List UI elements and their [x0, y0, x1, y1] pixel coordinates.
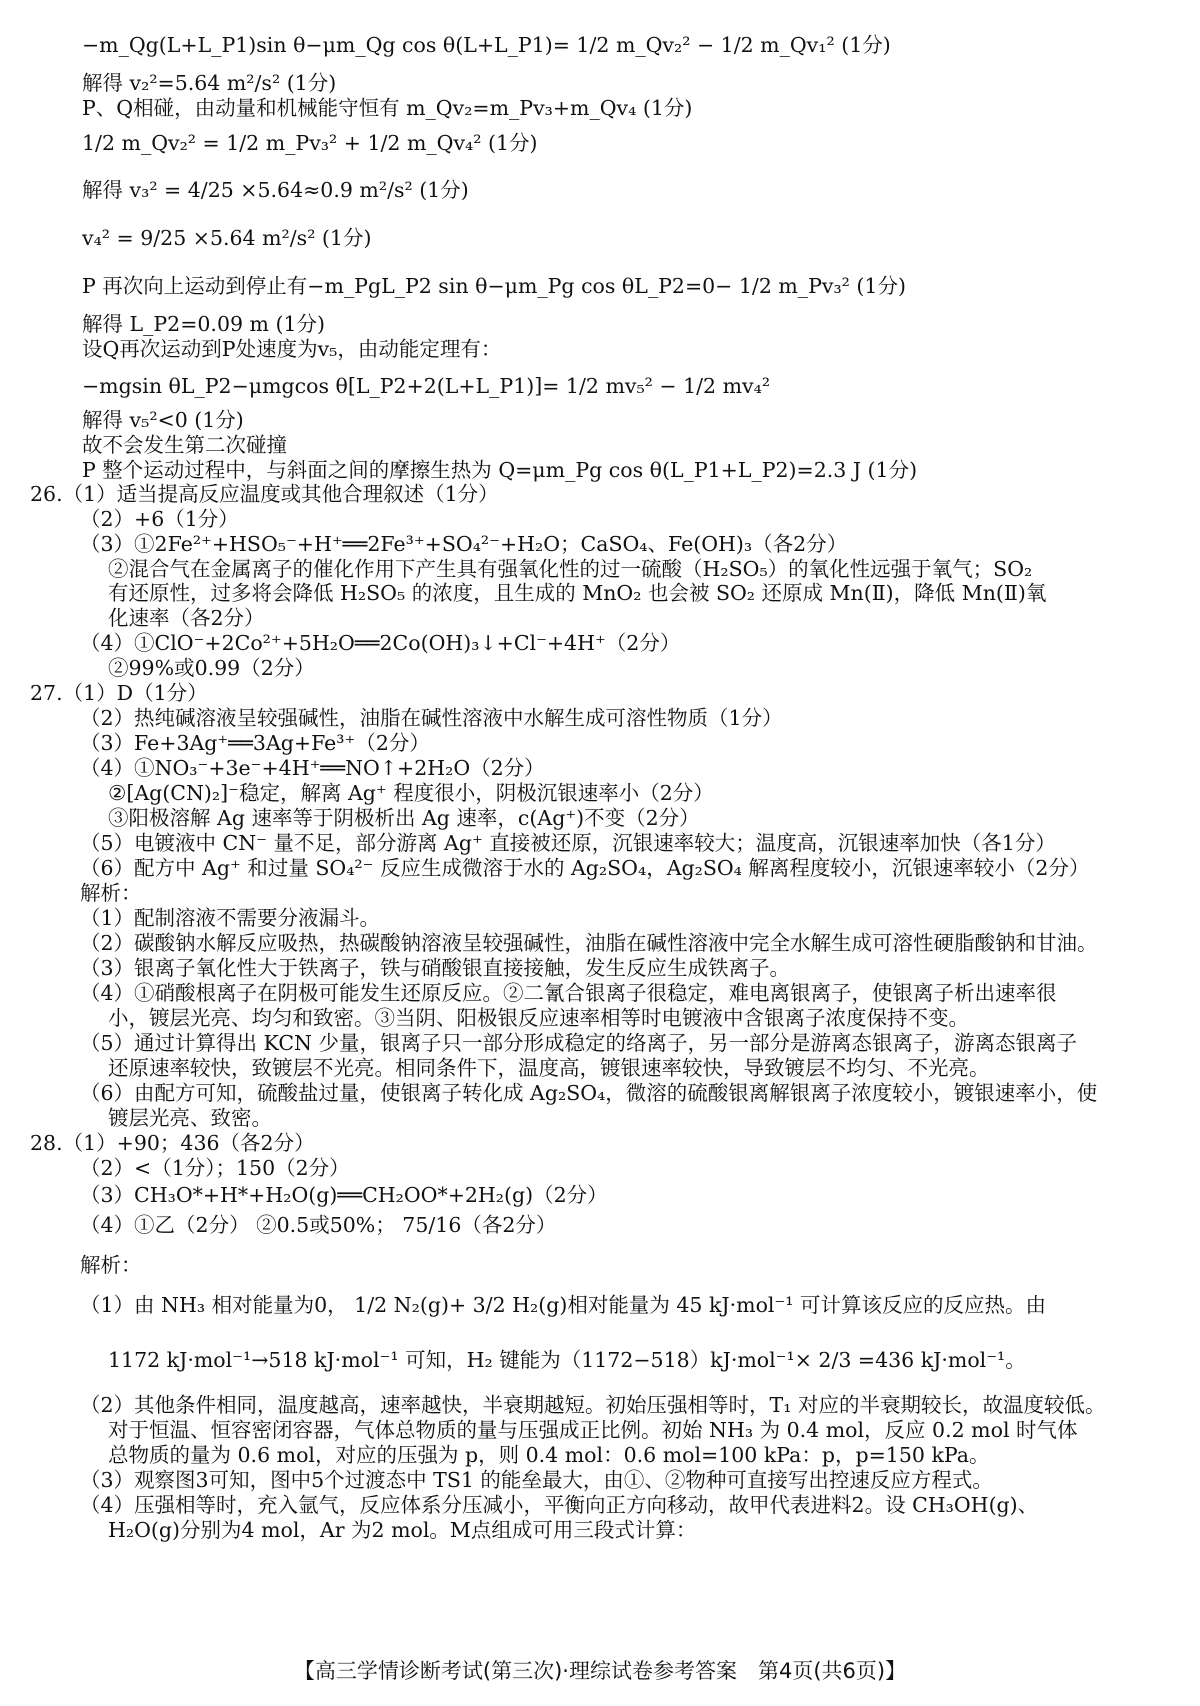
- answer-27-1: 27.（1）D（1分）: [30, 681, 208, 705]
- text-line: 镀层光亮、致密。: [108, 1106, 272, 1130]
- text-line: （4）①硝酸根离子在阴极可能发生还原反应。②二氰合银离子很稳定，难电离银离子，使银离子析出速率很: [80, 981, 1057, 1005]
- text-line: P 再次向上运动到停止有−m_PgL_P2 sin θ−μm_Pg cos θL_P2=0− 1/2 m_Pv₃² (1分): [82, 274, 906, 298]
- text-line: 解得 v₃² = 4/25 ×5.64≈0.9 m²/s² (1分): [82, 178, 469, 202]
- text-line: H₂O(g)分别为4 mol，Ar 为2 mol。M点组成可用三段式计算：: [108, 1518, 697, 1542]
- text-line: （6）由配方可知，硫酸盐过量，使银离子转化成 Ag₂SO₄，微溶的硫酸银离解银离子浓度较小，镀银速率小，使: [80, 1081, 1098, 1105]
- text-line: 1/2 m_Qv₂² = 1/2 m_Pv₃² + 1/2 m_Qv₄² (1分): [82, 131, 538, 155]
- text-line: （3）Fe+3Ag⁺══3Ag+Fe³⁺（2分）: [80, 731, 430, 755]
- text-line: （1）配制溶液不需要分液漏斗。: [80, 906, 381, 930]
- text-line: 对于恒温、恒容密闭容器，气体总物质的量与压强成正比例。初始 NH₃ 为 0.4 mol，反应 0.2 mol 时气体: [108, 1418, 1078, 1442]
- text-line: （1）由 NH₃ 相对能量为0， 1/2 N₂(g)+ 3/2 H₂(g)相对能量为 45 kJ·mol⁻¹ 可计算该反应的反应热。由: [80, 1293, 1047, 1317]
- text-line: 有还原性，过多将会降低 H₂SO₅ 的浓度，且生成的 MnO₂ 也会被 SO₂ 还原成 Mn(Ⅱ)，降低 Mn(Ⅱ)氧: [108, 581, 1047, 605]
- text-line: 解得 v₅²<0 (1分): [82, 408, 244, 432]
- text-line: 故不会发生第二次碰撞: [82, 433, 287, 457]
- text-line: ②[Ag(CN)₂]⁻稳定，解离 Ag⁺ 程度很小，阴极沉银速率小（2分）: [108, 781, 714, 805]
- section-heading: 解析：: [80, 1253, 142, 1277]
- text-line: 解得 v₂²=5.64 m²/s² (1分): [82, 71, 337, 95]
- text-line: （4）①ClO⁻+2Co²⁺+5H₂O══2Co(OH)₃↓+Cl⁻+4H⁺（2分）: [80, 631, 681, 655]
- section-heading: 解析：: [80, 881, 142, 905]
- text-line: （2）碳酸钠水解反应吸热，热碳酸钠溶液呈较强碱性，油脂在碱性溶液中完全水解生成可溶性硬脂酸钠和甘油。: [80, 931, 1098, 955]
- text-line: 化速率（各2分）: [108, 606, 265, 630]
- text-line: （3）①2Fe²⁺+HSO₅⁻+H⁺══2Fe³⁺+SO₄²⁻+H₂O；CaSO₄、Fe(OH)₃（各2分）: [80, 532, 848, 556]
- text-line: 小，镀层光亮、均匀和致密。③当阴、阳极银反应速率相等时电镀液中含银离子浓度保持不变。: [108, 1006, 969, 1030]
- text-line: （6）配方中 Ag⁺ 和过量 SO₄²⁻ 反应生成微溶于水的 Ag₂SO₄，Ag₂SO₄ 解离程度较小，沉银速率较小（2分）: [80, 856, 1090, 880]
- text-line: 总物质的量为 0.6 mol，对应的压强为 p，则 0.4 mol：0.6 mol=100 kPa：p，p=150 kPa。: [108, 1443, 990, 1467]
- text-line: −mgsin θL_P2−μmgcos θ[L_P2+2(L+L_P1)]= 1/2 mv₅² − 1/2 mv₄²: [82, 374, 771, 398]
- text-line: 解得 L_P2=0.09 m (1分): [82, 312, 326, 336]
- text-line: ②99%或0.99（2分）: [108, 656, 315, 680]
- text-line: 还原速率较快，致镀层不光亮。相同条件下，温度高，镀银速率较快，导致镀层不均匀、不光亮。: [108, 1056, 990, 1080]
- text-line: （2）<（1分）；150（2分）: [80, 1156, 350, 1180]
- text-line: （3）银离子氧化性大于铁离子，铁与硝酸银直接接触，发生反应生成铁离子。: [80, 956, 791, 980]
- text-line: （2）+6（1分）: [80, 507, 239, 531]
- text-line: v₄² = 9/25 ×5.64 m²/s² (1分): [82, 226, 372, 250]
- text-line: （5）通过计算得出 KCN 少量，银离子只一部分形成稳定的络离子，另一部分是游离态银离子，游离态银离子: [80, 1031, 1077, 1055]
- answer-28-1: 28.（1）+90；436（各2分）: [30, 1131, 315, 1155]
- text-line: （4）压强相等时，充入氩气，反应体系分压减小，平衡向正方向移动，故甲代表进料2。设 CH₃OH(g)、: [80, 1493, 1039, 1517]
- text-line: 设Q再次运动到P处速度为v₅，由动能定理有：: [82, 337, 502, 361]
- text-line: （4）①乙（2分） ②0.5或50%； 75/16（各2分）: [80, 1213, 557, 1237]
- text-line: P 整个运动过程中，与斜面之间的摩擦生热为 Q=μm_Pg cos θ(L_P1+L_P2)=2.3 J (1分): [82, 458, 918, 482]
- text-line: （3）CH₃O*+H*+H₂O(g)══CH₂OO*+2H₂(g)（2分）: [80, 1183, 608, 1207]
- page-footer: 【高三学情诊断考试(第三次)·理综试卷参考答案 第4页(共6页)】: [293, 1659, 907, 1683]
- text-line: （5）电镀液中 CN⁻ 量不足，部分游离 Ag⁺ 直接被还原，沉银速率较大；温度高，沉银速率加快（各1分）: [80, 831, 1056, 855]
- text-line: −m_Qg(L+L_P1)sin θ−μm_Qg cos θ(L+L_P1)= 1/2 m_Qv₂² − 1/2 m_Qv₁² (1分): [82, 33, 891, 57]
- text-line: （2）其他条件相同，温度越高，速率越快，半衰期越短。初始压强相等时，T₁ 对应的半衰期较长，故温度较低。: [80, 1393, 1106, 1417]
- text-line: （3）观察图3可知，图中5个过渡态中 TS1 的能垒最大，由①、②物种可直接写出控速反应方程式。: [80, 1468, 993, 1492]
- text-line: （4）①NO₃⁻+3e⁻+4H⁺══NO↑+2H₂O（2分）: [80, 756, 545, 780]
- text-line: ③阳极溶解 Ag 速率等于阴极析出 Ag 速率，c(Ag⁺)不变（2分）: [108, 806, 700, 830]
- answer-26-1: 26.（1）适当提高反应温度或其他合理叙述（1分）: [30, 482, 499, 506]
- text-line: 1172 kJ·mol⁻¹→518 kJ·mol⁻¹ 可知，H₂ 键能为（1172−518）kJ·mol⁻¹× 2/3 =436 kJ·mol⁻¹。: [108, 1348, 1026, 1372]
- text-line: ②混合气在金属离子的催化作用下产生具有强氧化性的过一硫酸（H₂SO₅）的氧化性远强于氧气；SO₂: [108, 557, 1033, 581]
- text-line: （2）热纯碱溶液呈较强碱性，油脂在碱性溶液中水解生成可溶性物质（1分）: [80, 706, 783, 730]
- text-line: P、Q相碰，由动量和机械能守恒有 m_Qv₂=m_Pv₃+m_Qv₄ (1分): [82, 96, 693, 120]
